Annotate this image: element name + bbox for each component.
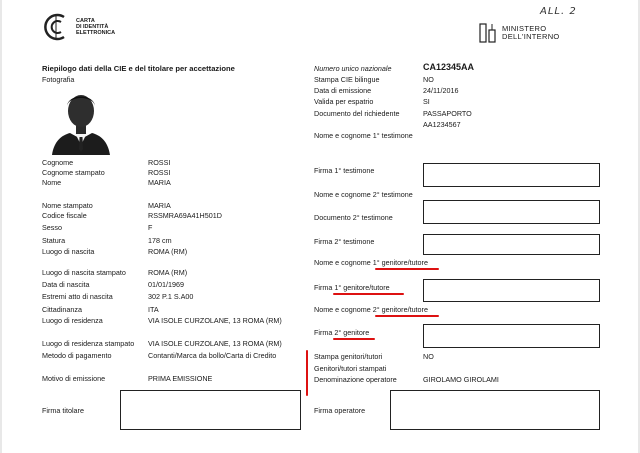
value-luogo-residenza: VIA ISOLE CURZOLANE, 13 ROMA (RM) [148, 316, 282, 325]
witness-2-name-label: Nome e cognome 2° testimone [314, 190, 413, 199]
stampa-genitori-label: Stampa genitori/tutori [314, 352, 383, 361]
value-data-nascita: 01/01/1969 [148, 280, 184, 289]
label-estremi-atto: Estremi atto di nascita [42, 292, 113, 301]
parent-1-underline [375, 268, 439, 270]
witness-2-sign-box[interactable] [423, 234, 600, 255]
label-luogo-nascita: Luogo di nascita [42, 247, 95, 256]
value-data-emissione: 24/11/2016 [423, 86, 459, 95]
witness-2-sign-label: Firma 2° testimone [314, 237, 375, 246]
parent-2-sign-box[interactable] [423, 324, 600, 348]
value-stampa-bilingue: NO [423, 75, 434, 84]
value-sesso: F [148, 223, 153, 232]
firma-titolare-label: Firma titolare [42, 406, 84, 415]
logo-line-3: ELETTRONICA [76, 30, 116, 36]
parent-1-name-label: Nome e cognome 1° genitore/tutore [314, 258, 428, 267]
value-valida-espatrio: SI [423, 97, 430, 106]
genitori-stampati-label: Genitori/tutori stampati [314, 364, 387, 373]
parent-1-sign-label: Firma 1° genitore/tutore [314, 283, 390, 292]
firma-titolare-box[interactable] [120, 390, 301, 430]
witness-1-sign-label: Firma 1° testimone [314, 166, 375, 175]
label-codice-fiscale: Codice fiscale [42, 211, 87, 220]
parent-2-underline [375, 315, 439, 317]
parent-1-sign-underline [333, 293, 404, 295]
ministry-line-2: DELL'INTERNO [502, 32, 560, 41]
numero-unico-label: Numero unico nazionale [314, 64, 392, 73]
label-cognome: Cognome [42, 158, 74, 167]
value-cognome: ROSSI [148, 158, 171, 167]
value-nome-stampato: MARIA [148, 201, 171, 210]
value-luogo-nascita: ROMA (RM) [148, 247, 188, 256]
label-luogo-nascita-stampato: Luogo di nascita stampato [42, 268, 126, 277]
ministry-logo [478, 22, 588, 46]
value-statura: 178 cm [148, 236, 172, 245]
value-luogo-nascita-stampato: ROMA (RM) [148, 268, 188, 277]
label-nome-stampato: Nome stampato [42, 201, 93, 210]
ministry-emblem-icon [478, 22, 500, 44]
label-luogo-residenza: Luogo di residenza [42, 316, 103, 325]
value-estremi-atto: 302 P.1 S.A00 [148, 292, 194, 301]
operatore-label: Denominazione operatore [314, 375, 397, 384]
value-codice-fiscale: RSSMRA69A41H501D [148, 211, 222, 220]
stampa-genitori-value: NO [423, 352, 434, 361]
value-cittadinanza: ITA [148, 305, 159, 314]
value-nome: MARIA [148, 178, 171, 187]
cie-logo-icon [42, 12, 72, 42]
handwritten-annotation: ALL. 2 [540, 6, 577, 17]
label-valida-espatrio: Valida per espatrio [314, 97, 374, 106]
label-stampa-bilingue: Stampa CIE bilingue [314, 75, 380, 84]
label-statura: Statura [42, 236, 66, 245]
witness-2-doc-label: Documento 2° testimone [314, 213, 393, 222]
witness-2-doc-box[interactable] [423, 200, 600, 224]
ministry-line-1: MINISTERO [502, 24, 547, 33]
label-motivo-emissione: Motivo di emissione [42, 374, 106, 383]
witness-1-sign-box[interactable] [423, 163, 600, 187]
value-luogo-residenza-stampato: VIA ISOLE CURZOLANE, 13 ROMA (RM) [148, 339, 282, 348]
value-motivo-emissione: PRIMA EMISSIONE [148, 374, 213, 383]
parent-2-sign-label: Firma 2° genitore [314, 328, 370, 337]
firma-operatore-label: Firma operatore [314, 406, 366, 415]
label-cittadinanza: Cittadinanza [42, 305, 82, 314]
value-documento-richiedente: PASSAPORTO [423, 109, 472, 118]
label-cognome-stampato: Cognome stampato [42, 168, 105, 177]
label-data-emissione: Data di emissione [314, 86, 372, 95]
parent-1-sign-box[interactable] [423, 279, 600, 302]
bracket-mark [306, 350, 308, 396]
label-nome: Nome [42, 178, 62, 187]
firma-operatore-box[interactable] [390, 390, 600, 430]
value-metodo-pagamento: Contanti/Marca da bollo/Carta di Credito [148, 351, 277, 360]
parent-2-name-label: Nome e cognome 2° genitore/tutore [314, 305, 428, 314]
value-cognome-stampato: ROSSI [148, 168, 171, 177]
holder-photo [48, 85, 114, 155]
label-metodo-pagamento: Metodo di pagamento [42, 351, 112, 360]
operatore-value: GIROLAMO GIROLAMI [423, 375, 499, 384]
cie-logo [42, 12, 142, 42]
parent-2-sign-underline [333, 338, 375, 340]
witness-1-name-label: Nome e cognome 1° testimone [314, 131, 413, 140]
summary-title: Riepilogo dati della CIE e del titolare per accettazione [42, 64, 235, 73]
value-numero-documento: AA1234567 [423, 120, 461, 129]
label-luogo-residenza-stampato: Luogo di residenza stampato [42, 339, 135, 348]
label-sesso: Sesso [42, 223, 62, 232]
label-documento-richiedente: Documento del richiedente [314, 109, 400, 118]
logo-line-1: CARTA [76, 18, 95, 24]
label-data-nascita: Data di nascita [42, 280, 90, 289]
photo-label: Fotografia [42, 75, 75, 84]
logo-line-2: DI IDENTITÀ [76, 24, 109, 30]
numero-unico-value: CA12345AA [423, 62, 475, 72]
